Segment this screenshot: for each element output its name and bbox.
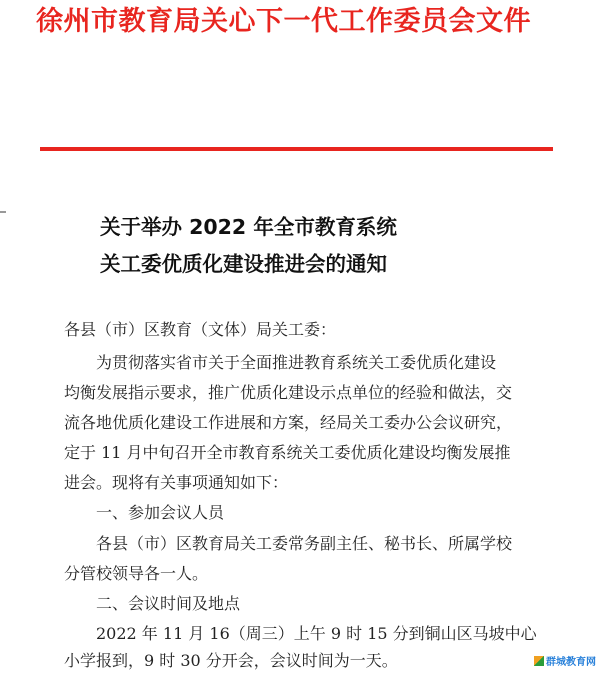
body-line: 为贯彻落实省市关于全面推进教育系统关工委优质化建设: [96, 353, 497, 372]
notice-title-line-1: 关于举办 2022 年全市教育系统: [100, 215, 397, 239]
body-line: 定于 11 月中旬召开全市教育系统关工委优质化建设均衡发展推: [64, 443, 511, 462]
body-line: 进会。现将有关事项通知如下：: [64, 473, 289, 492]
body-line: 分管校领导各一人。: [64, 564, 209, 583]
watermark: [534, 653, 596, 668]
section-heading-2: 二、会议时间及地点: [96, 594, 241, 613]
body-line: 均衡发展指示要求，推广优质化建设示点单位的经验和做法，交: [64, 383, 513, 402]
body-line: 2022 年 11 月 16（周三）上午 9 时 15 分到铜山区马坡中心: [96, 624, 537, 643]
notice-title-line-2: 关工委优质化建设推进会的通知: [100, 252, 387, 276]
watermark-text: 群城教育网: [546, 657, 596, 668]
body-line: 小学报到，9 时 30 分开会，会议时间为一天。: [64, 651, 398, 670]
section-heading-1: 一、参加会议人员: [96, 503, 225, 522]
watermark-logo-icon: [534, 656, 544, 666]
body-line: 各县（市）区教育局关工委常务副主任、秘书长、所属学校: [96, 534, 513, 553]
org-header-title: 徐州市教育局关心下一代工作委员会文件: [36, 6, 531, 37]
red-divider-line: [40, 147, 553, 151]
body-line: 流各地优质化建设工作进展和方案，经局关工委办公会议研究，: [64, 413, 513, 432]
salutation: 各县（市）区教育（文体）局关工委：: [64, 320, 337, 339]
edge-mark: [0, 211, 6, 213]
